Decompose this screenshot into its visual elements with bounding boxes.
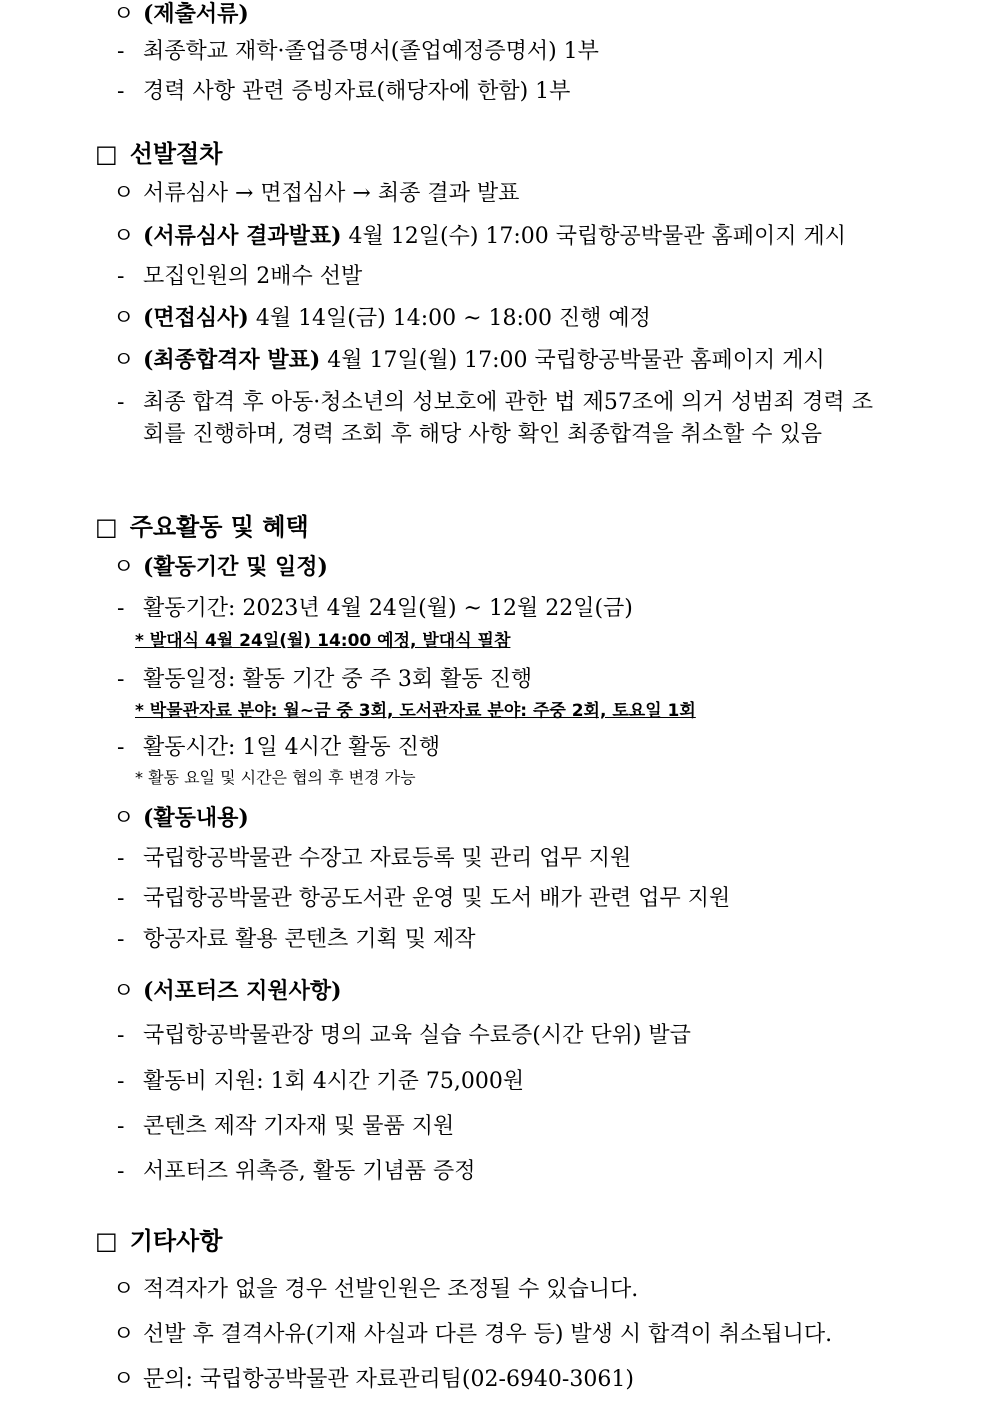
list-item: ㅇ 문의: 국립항공박물관 자료관리팀(02-6940-3061): [113, 1367, 634, 1392]
section-title-selection: □ 선발절차: [95, 140, 223, 168]
circle-bullet: ㅇ: [113, 2, 135, 27]
list-item: ㅇ 선발 후 결격사유(기재 사실과 다른 경우 등) 발생 시 합격이 취소됩니다.: [113, 1322, 833, 1347]
list-item: - 활동시간: 1일 4시간 활동 진행: [117, 735, 441, 760]
square-bullet: □: [95, 513, 118, 541]
list-item: - 항공자료 활용 콘텐츠 기획 및 제작: [117, 927, 476, 952]
docs-heading-line: [113, 0, 249, 29]
list-item: - 모집인원의 2배수 선발: [117, 264, 363, 289]
list-item: - 국립항공박물관 수장고 자료등록 및 관리 업무 지원: [117, 846, 632, 871]
list-item: ㅇ 적격자가 없을 경우 선발인원은 조정될 수 있습니다.: [113, 1277, 639, 1302]
list-item: ㅇ (면접심사) 4월 14일(금) 14:00 ~ 18:00 진행 예정: [113, 305, 651, 331]
list-item: - 최종학교 재학·졸업증명서(졸업예정증명서) 1부: [117, 39, 599, 64]
list-item: ㅇ (서류심사 결과발표) 4월 12일(수) 17:00 국립항공박물관 홈페이지 게시: [113, 223, 847, 249]
section-title-activities: □ 주요활동 및 혜택: [95, 513, 309, 541]
list-item: - 활동기간: 2023년 4월 24일(월) ~ 12월 22일(금): [117, 596, 633, 621]
list-item: - 서포터즈 위촉증, 활동 기념품 증정: [117, 1159, 476, 1184]
note-underlined: * 박물관자료 분야: 월~금 중 3회, 도서관자료 분야: 주중 2회, 토요일 1회: [135, 701, 696, 721]
note-underlined: * 발대식 4월 24일(월) 14:00 예정, 발대식 필참: [135, 631, 511, 651]
list-item: - 국립항공박물관 항공도서관 운영 및 도서 배가 관련 업무 지원: [117, 886, 731, 911]
section-title-other: □ 기타사항: [95, 1227, 223, 1255]
list-item: - 콘텐츠 제작 기자재 및 물품 지원: [117, 1114, 455, 1139]
square-bullet: □: [95, 140, 118, 168]
list-item: - 최종 합격 후 아동·청소년의 성보호에 관한 법 제57조에 의거 성범죄 경력 조회를 진행하며, 경력 조회 후 해당 사항 확인 최종합격을 취소할 수 있음: [117, 390, 873, 447]
list-item: ㅇ (최종합격자 발표) 4월 17일(월) 17:00 국립항공박물관 홈페이지 게시: [113, 347, 825, 373]
square-bullet: □: [95, 1227, 118, 1255]
list-item: - 국립항공박물관장 명의 교육 실습 수료증(시간 단위) 발급: [117, 1023, 691, 1048]
list-item: ㅇ (활동기간 및 일정): [113, 554, 328, 580]
list-item: - 활동일정: 활동 기간 중 주 3회 활동 진행: [117, 667, 533, 692]
docs-heading: (제출서류): [143, 1, 249, 27]
list-item: ㅇ (서포터즈 지원사항): [113, 978, 342, 1004]
list-item: ㅇ 서류심사 → 면접심사 → 최종 결과 발표: [113, 181, 520, 206]
note: * 활동 요일 및 시간은 협의 후 변경 가능: [135, 768, 416, 787]
list-item: - 활동비 지원: 1회 4시간 기준 75,000원: [117, 1069, 525, 1094]
list-item: ㅇ (활동내용): [113, 805, 249, 831]
list-item: - 경력 사항 관련 증빙자료(해당자에 한함) 1부: [117, 79, 571, 104]
